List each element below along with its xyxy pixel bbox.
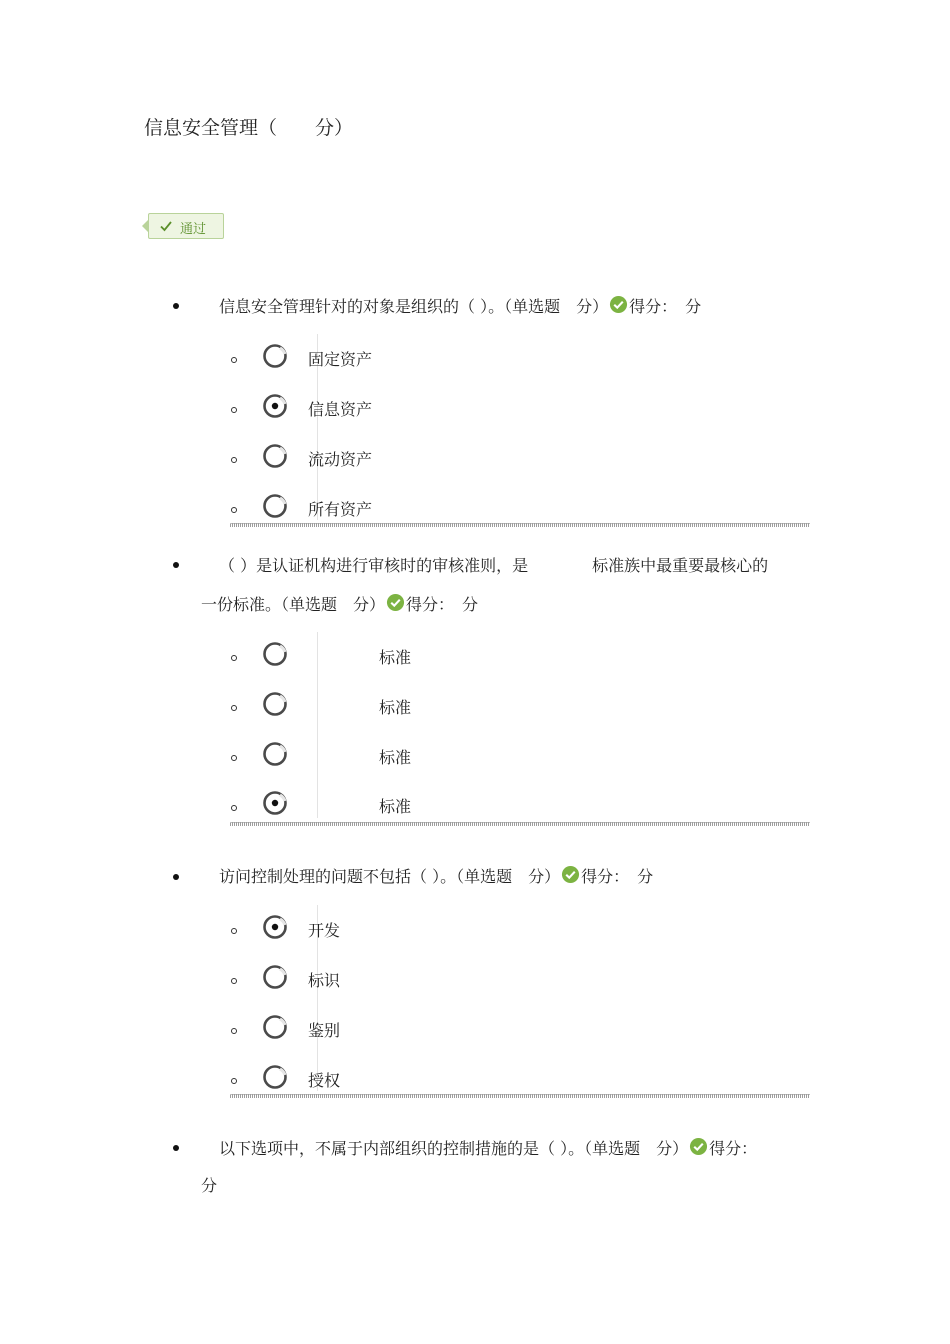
option-label: 标识 (308, 971, 341, 990)
correct-check-icon (689, 1137, 708, 1156)
option-label: 流动资产 (308, 450, 373, 469)
correct-check-icon (561, 865, 580, 884)
radio-unchecked-icon[interactable] (261, 690, 289, 718)
radio-checked-icon[interactable] (261, 789, 289, 817)
radio-unchecked-icon[interactable] (261, 640, 289, 668)
option-label: 信息资产 (308, 400, 373, 419)
radio-unchecked-icon[interactable] (261, 1063, 289, 1091)
question-prompt: 一份标准。（单选题 分） (201, 595, 386, 614)
question-text-line1: （ ）是认证机构进行审核时的审核准则，是 标准族中最重要最核心的 (219, 556, 769, 575)
option-bullet (231, 1028, 237, 1034)
option-label: 鉴别 (308, 1021, 341, 1040)
option-bullet (231, 655, 237, 661)
correct-check-icon (609, 295, 628, 314)
option-label: 开发 (308, 921, 341, 940)
question-text-line2 (201, 592, 478, 615)
option-bullet (231, 928, 237, 934)
page-title: 信息安全管理（ 分） (144, 117, 354, 139)
question-prompt: 访问控制处理的问题不包括（ ）。（单选题 分） (219, 867, 561, 886)
question-bullet (173, 303, 179, 309)
question-text (219, 864, 653, 887)
radio-unchecked-icon[interactable] (261, 492, 289, 520)
option-bullet (231, 1078, 237, 1084)
question-prompt: 信息安全管理针对的对象是组织的（ ）。（单选题 分） (219, 297, 609, 316)
option-bullet (231, 705, 237, 711)
option-bullet (231, 357, 237, 363)
question-score: 得分： 分 (581, 867, 654, 886)
divider (317, 632, 318, 818)
option-label: 标准 (379, 648, 412, 667)
option-bullet (231, 978, 237, 984)
question-bullet (173, 874, 179, 880)
question-score: 得分： (709, 1139, 758, 1158)
option-label: 标准 (379, 748, 412, 767)
question-bullet (173, 562, 179, 568)
dotted-separator (230, 523, 810, 527)
option-label: 固定资产 (308, 350, 373, 369)
radio-unchecked-icon[interactable] (261, 740, 289, 768)
option-bullet (231, 805, 237, 811)
option-bullet (231, 457, 237, 463)
dotted-separator (230, 822, 810, 826)
status-badge-label: 通过 (180, 222, 207, 237)
radio-checked-icon[interactable] (261, 392, 289, 420)
correct-check-icon (386, 593, 405, 612)
radio-unchecked-icon[interactable] (261, 342, 289, 370)
radio-unchecked-icon[interactable] (261, 963, 289, 991)
option-bullet (231, 755, 237, 761)
question-text-line1 (219, 1136, 757, 1159)
question-text-line2: 分 (201, 1176, 218, 1195)
radio-unchecked-icon[interactable] (261, 442, 289, 470)
status-badge (148, 213, 224, 239)
check-icon (159, 219, 173, 233)
option-label: 标准 (379, 797, 412, 816)
question-text (219, 294, 701, 317)
question-score: 得分： 分 (629, 297, 702, 316)
option-label: 所有资产 (308, 500, 373, 519)
radio-unchecked-icon[interactable] (261, 1013, 289, 1041)
radio-checked-icon[interactable] (261, 913, 289, 941)
option-label: 标准 (379, 698, 412, 717)
option-bullet (231, 407, 237, 413)
question-prompt: 以下选项中，不属于内部组织的控制措施的是（ ）。（单选题 分） (219, 1139, 689, 1158)
dotted-separator (230, 1094, 810, 1098)
question-score: 得分： 分 (406, 595, 479, 614)
question-bullet (173, 1145, 179, 1151)
option-bullet (231, 507, 237, 513)
option-label: 授权 (308, 1071, 341, 1090)
